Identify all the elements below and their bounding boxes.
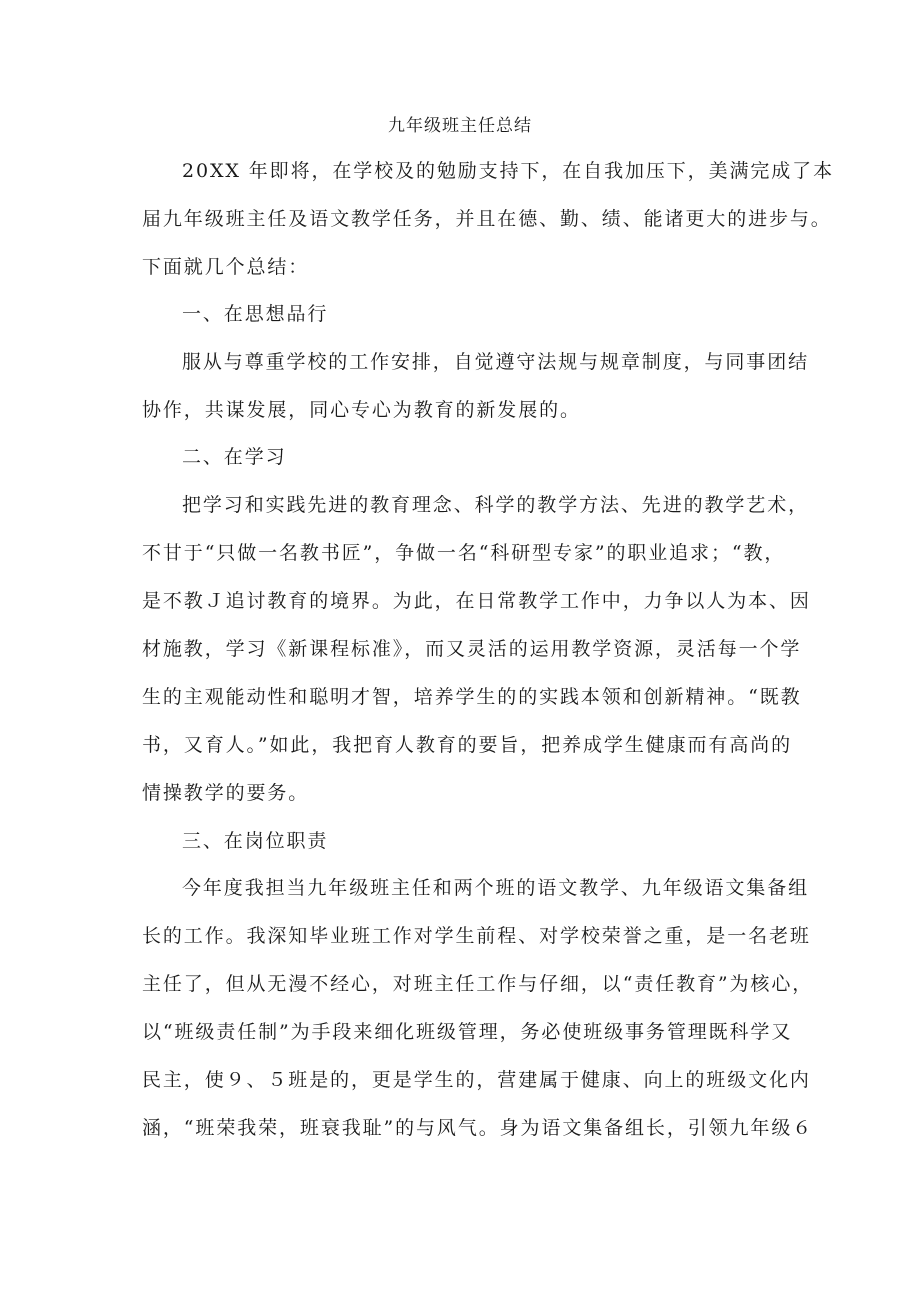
paragraph-duties-line-4: 以“班级责任制”为手段来细化班级管理，务必使班级事务管理既科学又 — [142, 1021, 793, 1043]
section-heading-ideology: 一、在思想品行 — [182, 303, 329, 325]
section-heading-duties: 三、在岗位职责 — [182, 830, 329, 852]
paragraph-duties-line-2: 长的工作。我深知毕业班工作对学生前程、对学校荣誉之重，是一名老班 — [142, 925, 811, 947]
paragraph-ideology-line-1: 服从与尊重学校的工作安排，自觉遵守法规与规章制度，与同事团结 — [182, 351, 810, 373]
paragraph-study-line-5: 生的主观能动性和聪明才智，培养学生的的实践本领和创新精神。“既教 — [142, 686, 802, 708]
document-title: 九年级班主任总结 — [388, 116, 532, 136]
paragraph-study-line-4: 材施教，学习《新课程标准》，而又灵活的运用教学资源，灵活每一个学 — [142, 638, 802, 660]
paragraph-study-line-1: 把学习和实践先进的教育理念、科学的教学方法、先进的教学艺术， — [182, 494, 810, 516]
paragraph-duties-line-1: 今年度我担当九年级班主任和两个班的语文教学、九年级语文集备组 — [182, 877, 810, 899]
paragraph-duties-line-6: 涵，“班荣我荣，班衰我耻”的与风气。身为语文集备组长，引领九年级６ — [142, 1117, 814, 1139]
paragraph-study-line-2: 不甘于“只做一名教书匠”，争做一名“科研型专家”的职业追求；“教， — [142, 542, 786, 564]
paragraph-study-line-7: 情操教学的要务。 — [142, 782, 310, 804]
paragraph-intro-line-3: 下面就几个总结： — [142, 256, 310, 278]
paragraph-duties-line-3: 主任了，但从无漫不经心，对班主任工作与仔细，以“责任教育”为核心， — [142, 973, 814, 995]
paragraph-ideology-line-2: 协作，共谋发展，同心专心为教育的新发展的。 — [142, 399, 581, 421]
paragraph-study-line-3: 是不教Ｊ追讨教育的境界。为此，在日常教学工作中，力争以人为本、因 — [142, 590, 811, 612]
section-heading-study: 二、在学习 — [182, 446, 287, 468]
paragraph-intro-line-2: 届九年级班主任及语文教学任务，并且在德、勤、绩、能诸更大的进步与。 — [142, 208, 832, 230]
paragraph-intro-line-1: 20XX 年即将，在学校及的勉励支持下，在自我加压下，美满完成了本 — [182, 160, 834, 182]
paragraph-duties-line-5: 民主，使９、５班是的，更是学生的，营建属于健康、向上的班级文化内 — [142, 1069, 811, 1091]
paragraph-study-line-6: 书，又育人。”如此，我把育人教育的要旨，把养成学生健康而有高尚的 — [142, 734, 793, 756]
